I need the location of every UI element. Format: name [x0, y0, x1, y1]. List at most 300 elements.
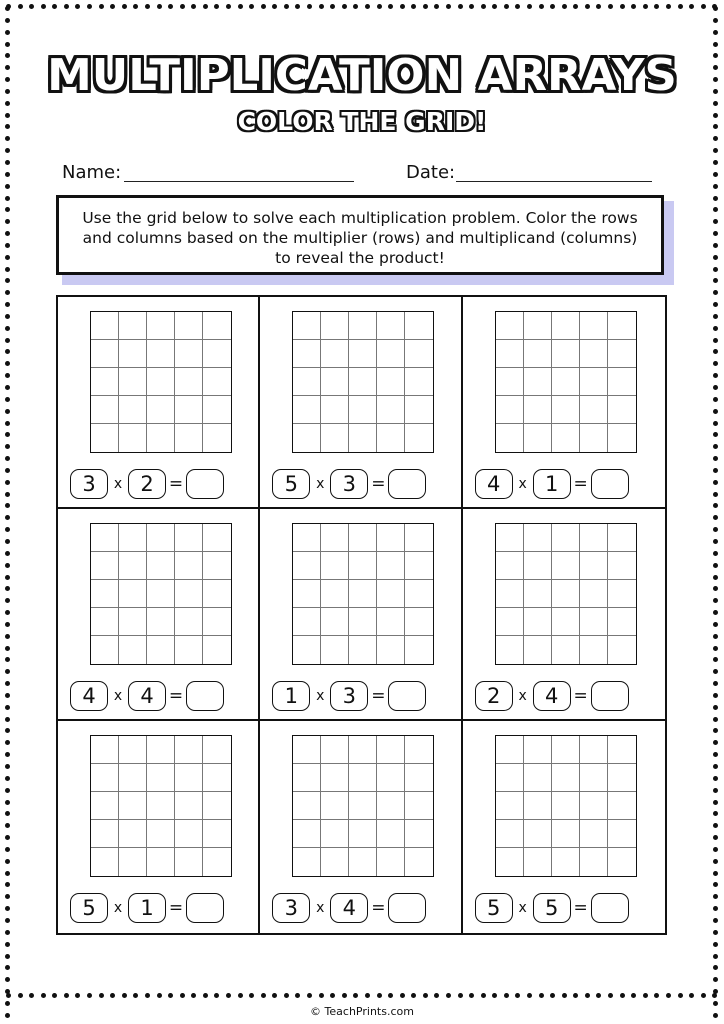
grid-square[interactable]	[349, 636, 377, 664]
grid-square[interactable]	[175, 424, 203, 452]
grid-square[interactable]	[175, 848, 203, 876]
grid-square[interactable]	[175, 736, 203, 764]
grid-square[interactable]	[377, 552, 405, 580]
grid-square[interactable]	[91, 820, 119, 848]
grid-square[interactable]	[552, 608, 580, 636]
grid-square[interactable]	[405, 524, 433, 552]
grid-square[interactable]	[175, 820, 203, 848]
grid-square[interactable]	[608, 424, 636, 452]
grid-square[interactable]	[147, 340, 175, 368]
border-dot	[400, 4, 405, 9]
grid-square[interactable]	[119, 552, 147, 580]
border-dot	[5, 432, 10, 437]
array-grid[interactable]	[90, 735, 232, 877]
grid-square[interactable]	[524, 764, 552, 792]
answer-box[interactable]	[186, 681, 224, 711]
grid-square[interactable]	[321, 424, 349, 452]
grid-square[interactable]	[91, 396, 119, 424]
grid-square[interactable]	[608, 312, 636, 340]
dotted-border-top	[6, 4, 718, 12]
grid-square[interactable]	[524, 552, 552, 580]
grid-square[interactable]	[175, 552, 203, 580]
grid-square[interactable]	[321, 312, 349, 340]
border-dot	[539, 4, 544, 9]
border-dot	[5, 752, 10, 757]
grid-square[interactable]	[175, 524, 203, 552]
grid-square[interactable]	[293, 396, 321, 424]
border-dot	[180, 993, 185, 998]
grid-square[interactable]	[203, 340, 231, 368]
grid-square[interactable]	[175, 636, 203, 664]
grid-square[interactable]	[321, 368, 349, 396]
grid-square[interactable]	[119, 340, 147, 368]
grid-square[interactable]	[91, 636, 119, 664]
equation	[70, 891, 250, 925]
grid-square[interactable]	[321, 524, 349, 552]
grid-square[interactable]	[580, 524, 608, 552]
multiplicand-box: 1	[128, 893, 166, 923]
grid-square[interactable]	[405, 396, 433, 424]
grid-square[interactable]	[91, 368, 119, 396]
grid-square[interactable]	[377, 312, 405, 340]
grid-square[interactable]	[349, 764, 377, 792]
grid-square[interactable]	[91, 552, 119, 580]
grid-square[interactable]	[580, 312, 608, 340]
border-dot	[469, 4, 474, 9]
grid-square[interactable]	[496, 424, 524, 452]
grid-square[interactable]	[293, 736, 321, 764]
grid-square[interactable]	[608, 636, 636, 664]
grid-square[interactable]	[147, 424, 175, 452]
grid-square[interactable]	[147, 820, 175, 848]
grid-square[interactable]	[580, 736, 608, 764]
border-dot	[713, 326, 718, 331]
grid-square[interactable]	[293, 848, 321, 876]
grid-square[interactable]	[496, 820, 524, 848]
grid-square[interactable]	[580, 424, 608, 452]
array-grid[interactable]	[292, 523, 434, 665]
grid-square[interactable]	[175, 764, 203, 792]
grid-square[interactable]	[91, 580, 119, 608]
grid-square[interactable]	[524, 848, 552, 876]
grid-square[interactable]	[580, 608, 608, 636]
border-dot	[713, 811, 718, 816]
grid-square[interactable]	[147, 368, 175, 396]
grid-square[interactable]	[405, 736, 433, 764]
grid-square[interactable]	[147, 636, 175, 664]
border-dot	[678, 993, 683, 998]
grid-square[interactable]	[147, 580, 175, 608]
border-dot	[5, 515, 10, 520]
border-dot	[713, 243, 718, 248]
grid-square[interactable]	[119, 524, 147, 552]
grid-square[interactable]	[524, 636, 552, 664]
grid-square[interactable]	[496, 312, 524, 340]
grid-square[interactable]	[377, 764, 405, 792]
border-dot	[400, 993, 405, 998]
border-dot	[713, 160, 718, 165]
grid-square[interactable]	[293, 424, 321, 452]
grid-square[interactable]	[203, 580, 231, 608]
grid-square[interactable]	[321, 608, 349, 636]
grid-square[interactable]	[524, 340, 552, 368]
grid-square[interactable]	[349, 736, 377, 764]
grid-square[interactable]	[496, 792, 524, 820]
grid-square[interactable]	[524, 312, 552, 340]
grid-square[interactable]	[496, 552, 524, 580]
grid-square[interactable]	[377, 792, 405, 820]
problem-cell	[58, 297, 260, 509]
grid-square[interactable]	[405, 552, 433, 580]
grid-square[interactable]	[203, 396, 231, 424]
grid-square[interactable]	[405, 848, 433, 876]
grid-square[interactable]	[349, 396, 377, 424]
grid-square[interactable]	[175, 792, 203, 820]
grid-square[interactable]	[552, 820, 580, 848]
grid-square[interactable]	[321, 820, 349, 848]
grid-square[interactable]	[524, 736, 552, 764]
grid-square[interactable]	[119, 424, 147, 452]
array-grid[interactable]	[292, 311, 434, 453]
date-field[interactable]	[456, 181, 652, 182]
grid-square[interactable]	[119, 312, 147, 340]
grid-square[interactable]	[349, 312, 377, 340]
grid-square[interactable]	[293, 340, 321, 368]
grid-square[interactable]	[119, 368, 147, 396]
grid-square[interactable]	[580, 764, 608, 792]
grid-square[interactable]	[524, 820, 552, 848]
grid-square[interactable]	[203, 848, 231, 876]
grid-square[interactable]	[524, 524, 552, 552]
grid-square[interactable]	[552, 552, 580, 580]
grid-square[interactable]	[203, 820, 231, 848]
border-dot	[573, 993, 578, 998]
border-dot	[226, 993, 231, 998]
grid-square[interactable]	[377, 396, 405, 424]
border-dot	[5, 646, 10, 651]
grid-square[interactable]	[91, 848, 119, 876]
grid-square[interactable]	[496, 608, 524, 636]
grid-square[interactable]	[552, 736, 580, 764]
grid-square[interactable]	[349, 368, 377, 396]
grid-square[interactable]	[349, 424, 377, 452]
border-dot	[145, 4, 150, 9]
border-dot	[5, 800, 10, 805]
grid-square[interactable]	[321, 848, 349, 876]
grid-square[interactable]	[321, 636, 349, 664]
grid-square[interactable]	[349, 848, 377, 876]
answer-box[interactable]	[591, 469, 629, 499]
border-dot	[5, 267, 10, 272]
grid-square[interactable]	[552, 368, 580, 396]
grid-square[interactable]	[524, 792, 552, 820]
border-dot	[272, 993, 277, 998]
grid-square[interactable]	[175, 312, 203, 340]
grid-square[interactable]	[608, 608, 636, 636]
grid-square[interactable]	[608, 848, 636, 876]
grid-square[interactable]	[405, 368, 433, 396]
grid-square[interactable]	[405, 636, 433, 664]
grid-square[interactable]	[552, 524, 580, 552]
grid-square[interactable]	[147, 736, 175, 764]
grid-square[interactable]	[496, 340, 524, 368]
grid-square[interactable]	[524, 580, 552, 608]
grid-square[interactable]	[293, 792, 321, 820]
multiplicand-box: 1	[533, 469, 571, 499]
grid-square[interactable]	[608, 368, 636, 396]
grid-square[interactable]	[552, 848, 580, 876]
grid-square[interactable]	[496, 524, 524, 552]
grid-square[interactable]	[405, 764, 433, 792]
border-dot	[713, 373, 718, 378]
grid-square[interactable]	[608, 396, 636, 424]
array-grid[interactable]	[292, 735, 434, 877]
grid-square[interactable]	[175, 368, 203, 396]
array-grid[interactable]	[90, 523, 232, 665]
grid-square[interactable]	[91, 424, 119, 452]
grid-square[interactable]	[147, 312, 175, 340]
grid-square[interactable]	[349, 608, 377, 636]
grid-square[interactable]	[377, 848, 405, 876]
grid-square[interactable]	[608, 580, 636, 608]
array-grid[interactable]	[90, 311, 232, 453]
grid-square[interactable]	[119, 636, 147, 664]
border-dot	[5, 172, 10, 177]
grid-square[interactable]	[293, 580, 321, 608]
grid-square[interactable]	[203, 524, 231, 552]
border-dot	[5, 563, 10, 568]
grid-square[interactable]	[524, 608, 552, 636]
border-dot	[5, 882, 10, 887]
border-dot	[5, 480, 10, 485]
grid-square[interactable]	[349, 524, 377, 552]
answer-box[interactable]	[388, 469, 426, 499]
grid-square[interactable]	[608, 820, 636, 848]
grid-square[interactable]	[203, 552, 231, 580]
grid-square[interactable]	[293, 552, 321, 580]
grid-square[interactable]	[405, 340, 433, 368]
grid-square[interactable]	[293, 368, 321, 396]
grid-square[interactable]	[580, 792, 608, 820]
grid-square[interactable]	[496, 636, 524, 664]
grid-square[interactable]	[377, 636, 405, 664]
grid-square[interactable]	[175, 608, 203, 636]
border-dot	[365, 993, 370, 998]
grid-square[interactable]	[293, 312, 321, 340]
grid-square[interactable]	[91, 340, 119, 368]
grid-square[interactable]	[349, 340, 377, 368]
grid-square[interactable]	[119, 396, 147, 424]
grid-square[interactable]	[119, 792, 147, 820]
grid-square[interactable]	[119, 736, 147, 764]
grid-square[interactable]	[608, 792, 636, 820]
border-dot	[5, 160, 10, 165]
grid-square[interactable]	[377, 368, 405, 396]
grid-square[interactable]	[552, 396, 580, 424]
grid-square[interactable]	[552, 312, 580, 340]
grid-square[interactable]	[91, 792, 119, 820]
answer-box[interactable]	[388, 893, 426, 923]
grid-square[interactable]	[349, 792, 377, 820]
grid-square[interactable]	[552, 764, 580, 792]
border-dot	[713, 527, 718, 532]
grid-square[interactable]	[608, 552, 636, 580]
grid-square[interactable]	[293, 764, 321, 792]
grid-square[interactable]	[496, 580, 524, 608]
border-dot	[249, 4, 254, 9]
grid-square[interactable]	[580, 848, 608, 876]
grid-square[interactable]	[147, 848, 175, 876]
border-dot	[713, 207, 718, 212]
grid-square[interactable]	[175, 340, 203, 368]
border-dot	[5, 290, 10, 295]
grid-square[interactable]	[349, 820, 377, 848]
grid-square[interactable]	[175, 396, 203, 424]
grid-square[interactable]	[405, 424, 433, 452]
border-dot	[5, 302, 10, 307]
grid-square[interactable]	[552, 340, 580, 368]
grid-square[interactable]	[203, 368, 231, 396]
grid-square[interactable]	[119, 580, 147, 608]
grid-square[interactable]	[349, 580, 377, 608]
border-dot	[5, 634, 10, 639]
grid-square[interactable]	[377, 736, 405, 764]
border-dot	[133, 993, 138, 998]
grid-square[interactable]	[91, 736, 119, 764]
grid-square[interactable]	[203, 764, 231, 792]
border-dot	[180, 4, 185, 9]
grid-square[interactable]	[496, 848, 524, 876]
answer-box[interactable]	[388, 681, 426, 711]
grid-square[interactable]	[552, 636, 580, 664]
grid-square[interactable]	[349, 552, 377, 580]
grid-square[interactable]	[405, 608, 433, 636]
array-grid[interactable]	[495, 735, 637, 877]
grid-square[interactable]	[203, 424, 231, 452]
border-dot	[713, 314, 718, 319]
grid-square[interactable]	[147, 608, 175, 636]
grid-square[interactable]	[175, 580, 203, 608]
grid-square[interactable]	[552, 424, 580, 452]
grid-square[interactable]	[119, 608, 147, 636]
grid-square[interactable]	[377, 524, 405, 552]
grid-square[interactable]	[524, 368, 552, 396]
grid-square[interactable]	[119, 764, 147, 792]
border-dot	[5, 954, 10, 959]
grid-square[interactable]	[147, 552, 175, 580]
border-dot	[64, 4, 69, 9]
grid-square[interactable]	[524, 396, 552, 424]
grid-square[interactable]	[321, 792, 349, 820]
answer-box[interactable]	[186, 893, 224, 923]
equals-symbol: =	[573, 898, 588, 918]
border-dot	[713, 361, 718, 366]
grid-square[interactable]	[91, 764, 119, 792]
array-grid[interactable]	[495, 523, 637, 665]
grid-square[interactable]	[203, 736, 231, 764]
answer-box[interactable]	[591, 893, 629, 923]
grid-square[interactable]	[496, 396, 524, 424]
grid-square[interactable]	[496, 368, 524, 396]
grid-square[interactable]	[580, 368, 608, 396]
grid-square[interactable]	[293, 636, 321, 664]
name-field[interactable]	[124, 181, 354, 182]
grid-square[interactable]	[203, 312, 231, 340]
multiplicand-box: 5	[533, 893, 571, 923]
grid-square[interactable]	[321, 736, 349, 764]
grid-square[interactable]	[405, 792, 433, 820]
answer-box[interactable]	[591, 681, 629, 711]
grid-square[interactable]	[147, 396, 175, 424]
grid-square[interactable]	[377, 608, 405, 636]
grid-square[interactable]	[580, 340, 608, 368]
grid-square[interactable]	[580, 552, 608, 580]
multiplier-box: 5	[475, 893, 513, 923]
border-dot	[388, 993, 393, 998]
grid-square[interactable]	[321, 764, 349, 792]
answer-box[interactable]	[186, 469, 224, 499]
grid-square[interactable]	[580, 636, 608, 664]
grid-square[interactable]	[552, 580, 580, 608]
grid-square[interactable]	[496, 736, 524, 764]
grid-square[interactable]	[321, 396, 349, 424]
grid-square[interactable]	[377, 424, 405, 452]
grid-square[interactable]	[608, 524, 636, 552]
grid-square[interactable]	[496, 764, 524, 792]
grid-square[interactable]	[608, 736, 636, 764]
grid-square[interactable]	[321, 340, 349, 368]
grid-square[interactable]	[91, 312, 119, 340]
grid-square[interactable]	[147, 792, 175, 820]
grid-square[interactable]	[580, 580, 608, 608]
grid-square[interactable]	[608, 340, 636, 368]
grid-square[interactable]	[203, 608, 231, 636]
grid-square[interactable]	[524, 424, 552, 452]
grid-square[interactable]	[321, 580, 349, 608]
border-dot	[446, 4, 451, 9]
border-dot	[713, 255, 718, 260]
grid-square[interactable]	[293, 820, 321, 848]
grid-square[interactable]	[119, 848, 147, 876]
grid-square[interactable]	[405, 820, 433, 848]
grid-square[interactable]	[580, 396, 608, 424]
grid-square[interactable]	[147, 764, 175, 792]
grid-square[interactable]	[377, 340, 405, 368]
grid-square[interactable]	[91, 608, 119, 636]
border-dot	[5, 207, 10, 212]
grid-square[interactable]	[321, 552, 349, 580]
grid-square[interactable]	[293, 524, 321, 552]
grid-square[interactable]	[203, 636, 231, 664]
grid-square[interactable]	[552, 792, 580, 820]
grid-square[interactable]	[405, 580, 433, 608]
grid-square[interactable]	[91, 524, 119, 552]
grid-square[interactable]	[119, 820, 147, 848]
grid-square[interactable]	[580, 820, 608, 848]
border-dot	[5, 42, 10, 47]
grid-square[interactable]	[405, 312, 433, 340]
grid-square[interactable]	[377, 580, 405, 608]
array-grid[interactable]	[495, 311, 637, 453]
grid-square[interactable]	[293, 608, 321, 636]
grid-square[interactable]	[147, 524, 175, 552]
border-dot	[191, 993, 196, 998]
grid-square[interactable]	[203, 792, 231, 820]
grid-square[interactable]	[608, 764, 636, 792]
times-symbol: x	[518, 688, 527, 704]
grid-square[interactable]	[377, 820, 405, 848]
border-dot	[423, 993, 428, 998]
